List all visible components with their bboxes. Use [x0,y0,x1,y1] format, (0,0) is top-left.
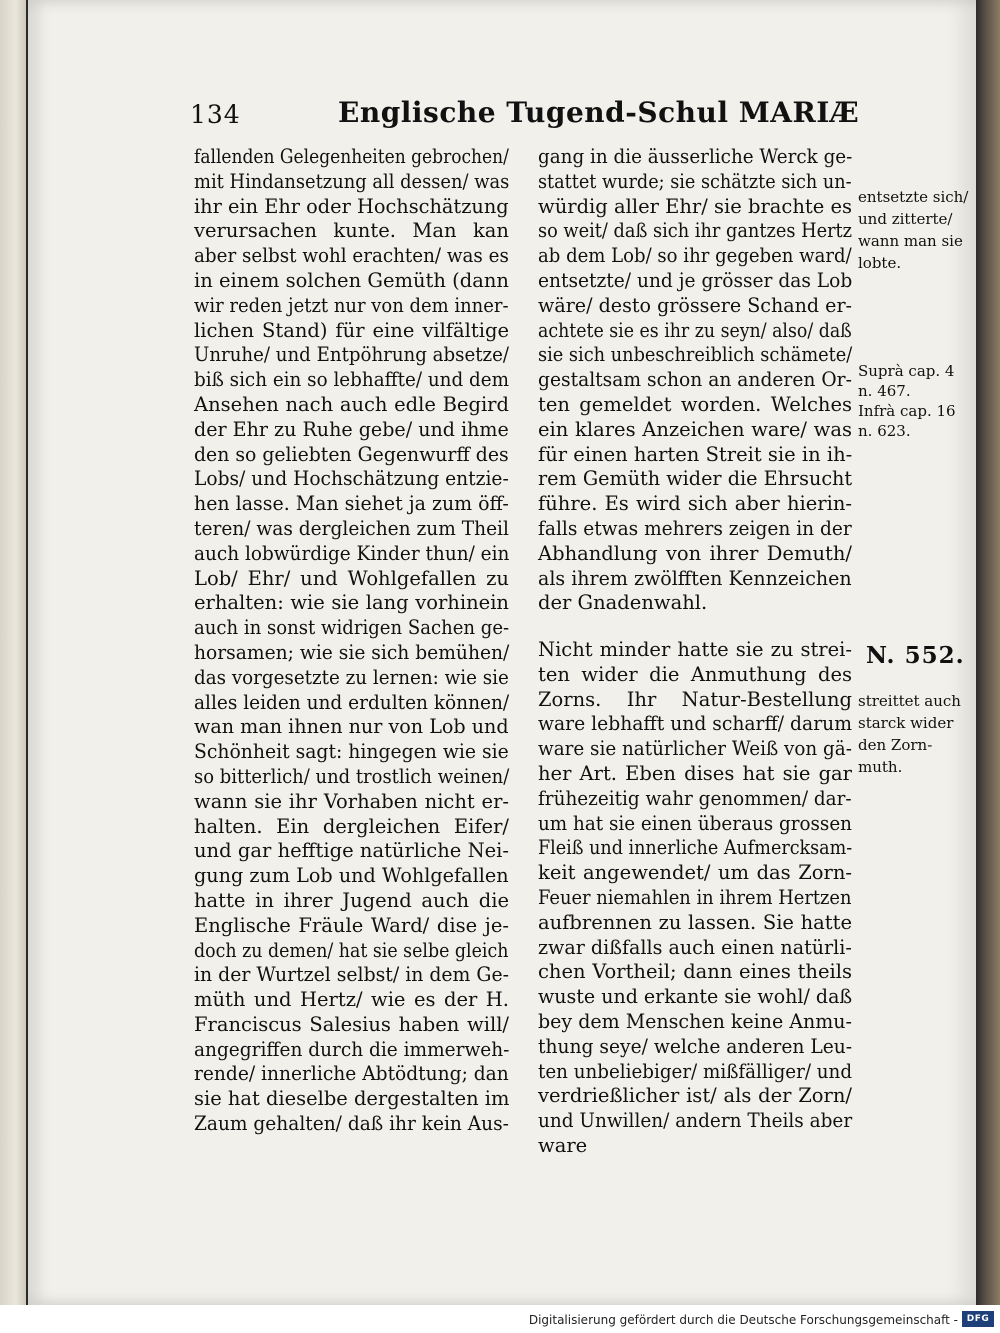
text-line: erhalten: wie sie lang vorhinein [194,591,509,615]
footer-credit: Digitalisierung gefördert durch die Deutsche Forschungsgemeinschaft - [528,1313,958,1327]
text-line: der Gnadenwahl. [538,591,708,615]
text-line: so bitterlich/ und trostlich weinen/ [194,764,510,788]
running-head [190,96,860,136]
marginal-note-3 [858,690,961,778]
text-line: rem Gemüth wider die Ehrsucht [538,467,853,491]
running-title: Englische Tugend-Schul MARIÆ [338,96,860,129]
text-line: wuste und erkante sie wohl/ daß [538,985,853,1009]
text-line: und zitterte/ [858,210,953,228]
dfg-logo: DFG [962,1311,994,1327]
text-line: um hat sie einen überaus grossen [538,811,853,835]
text-line: her Art. Eben dises hat sie gar [538,761,852,785]
text-line: das vorgesetzte zu lernen: wie sie [194,665,509,689]
text-line: achtete sie es ihr zu seyn/ also/ daß [538,318,852,342]
text-line: doch zu demen/ hat sie selbe gleich [194,938,509,962]
text-line: wann sie ihr Vorhaben nicht er- [194,789,509,813]
text-line: verdrießlicher ist/ als der Zorn/ [538,1084,852,1108]
text-line: Suprà cap. 4 [858,362,955,380]
marginal-note-1 [858,186,968,274]
book-edge [976,0,1000,1305]
text-line: ten wider die Anmuthung des [538,662,852,686]
text-line: ein klares Anzeichen ware/ was [538,417,852,441]
text-line: muth. [858,758,903,776]
text-line: hatte in ihrer Jugend auch die [194,888,509,912]
text-column-right-top [538,145,852,616]
text-column-right-bottom [538,638,852,1159]
text-line: und Unwillen/ andern Theils aber [538,1109,853,1133]
text-line: sie sich unbeschreiblich schämete/ [538,343,853,367]
text-line: wir reden jetzt nur von dem inner- [194,293,509,317]
text-line: Abhandlung von ihrer Demuth/ [538,541,852,565]
text-line: ware [538,1133,588,1157]
text-line: gang in die äusserliche Werck ge- [538,145,853,168]
text-line: führe. Es wird sich aber hierin- [538,492,852,516]
text-line: teren/ was dergleichen zum Theil [194,516,509,540]
text-line: verursachen kunte. Man kan [194,219,509,243]
text-line: würdig aller Ehr/ sie brachte es [538,194,853,218]
text-line: ware sie natürlicher Weiß von gä- [538,737,852,761]
text-line: zwar dißfalls auch einen natürli- [538,935,852,959]
text-line: hen lasse. Man siehet ja zum öff- [194,492,509,516]
text-line: so weit/ daß sich ihr gantzes Hertz [538,219,853,243]
text-line: aber selbst wohl erachten/ was es [194,244,509,268]
text-line: als ihrem zwölfften Kennzeichen [538,566,852,590]
page-number: 134 [190,100,241,129]
text-line: lichen Stand) für eine vilfältige [194,318,509,342]
text-line: entsetzte sich/ [858,188,969,206]
text-line: starck wider [858,714,954,732]
marginal-reference [858,361,956,441]
text-line: ihr ein Ehr oder Hochschätzung [194,194,509,218]
text-line: chen Vortheil; dann eines theils [538,960,852,984]
text-line: Lobs/ und Hochschätzung entzie- [194,467,509,491]
text-line: und gar hefftige natürliche Nei- [194,839,509,863]
text-line: falls etwas mehrers zeigen in der [538,516,852,540]
text-line: gestaltsam schon an anderen Or- [538,368,852,392]
text-line: Franciscus Salesius haben will/ [194,1012,509,1036]
text-line: mit Hindansetzung all dessen/ was [194,169,510,193]
text-line: lobte. [858,254,902,272]
text-line: wann man sie [858,232,963,250]
text-line: Nicht minder hatte sie zu strei- [538,638,852,661]
text-line: Feuer niemahlen in ihrem Hertzen [538,885,852,909]
text-line: auch in sonst widrigen Sachen ge- [194,616,510,640]
section-number: N. 552. [866,642,965,669]
text-line: wan man ihnen nur von Lob und [194,715,509,739]
text-line: bey dem Menschen keine Anmu- [538,1009,852,1033]
text-line: streittet auch [858,692,961,710]
text-line: Schönheit sagt: hingegen wie sie [194,740,509,764]
text-line: für einen harten Streit sie in ih- [538,442,853,466]
text-column-left [194,145,509,1137]
text-line: fallenden Gelegenheiten gebrochen/ [194,145,509,168]
text-line: entsetzte/ und je grösser das Lob [538,268,853,292]
text-line: Fleiß und innerliche Aufmercksam- [538,836,853,860]
text-line: angegriffen durch die immerweh- [194,1037,510,1061]
text-line: rende/ innerliche Abtödtung; dan [194,1062,509,1086]
text-line: den so geliebten Gegenwurff des [194,442,509,466]
text-line: ware lebhafft und scharff/ darum [538,712,852,736]
text-line: n. 467. [858,382,911,400]
text-line: in einem solchen Gemüth (dann [194,268,509,292]
text-line: Unruhe/ und Entpöhrung absetze/ [194,343,509,367]
text-line: in der Wurtzel selbst/ in dem Ge- [194,963,509,987]
text-line: ten unbeliebiger/ mißfälliger/ und [538,1059,853,1083]
text-line: Englische Fräule Ward/ dise je- [194,913,509,937]
text-line: ten gemeldet worden. Welches [538,392,852,416]
text-line: ab dem Lob/ so ihr gegeben ward/ [538,244,852,268]
facing-page-edge [0,0,28,1305]
text-line: keit angewendet/ um das Zorn- [538,861,852,885]
text-line: sie hat dieselbe dergestalten im [194,1087,510,1111]
text-line: stattet wurde; sie schätzte sich un- [538,169,852,193]
text-line: halten. Ein dergleichen Eifer/ [194,814,509,838]
text-line: Lob/ Ehr/ und Wohlgefallen zu [194,566,509,590]
text-line: Infrà cap. 16 [858,402,956,420]
text-line: auch lobwürdige Kinder thun/ ein [194,541,510,565]
text-line: Zaum gehalten/ daß ihr kein Aus- [194,1112,509,1136]
text-line: thung seye/ welche anderen Leu- [538,1034,853,1058]
text-line: müth und Hertz/ wie es der H. [194,988,509,1012]
text-line: n. 623. [858,422,911,440]
text-line: aufbrennen zu lassen. Sie hatte [538,910,852,934]
text-line: alles leiden und erdulten können/ [194,690,510,714]
text-line: frühezeitig wahr genommen/ dar- [538,786,852,810]
text-line: Zorns. Ihr Natur-Bestellung [538,687,852,711]
text-line: Ansehen nach auch edle Begird [194,392,509,416]
text-line: horsamen; wie sie sich bemühen/ [194,640,510,664]
text-line: der Ehr zu Ruhe gebe/ und ihme [194,417,509,441]
text-line: den Zorn- [858,736,933,754]
digitization-footer [0,1305,1000,1333]
text-line: biß sich ein so lebhaffte/ und dem [194,368,510,392]
text-line: wäre/ desto grössere Schand er- [538,293,853,317]
text-line: gung zum Lob und Wohlgefallen [194,864,509,888]
